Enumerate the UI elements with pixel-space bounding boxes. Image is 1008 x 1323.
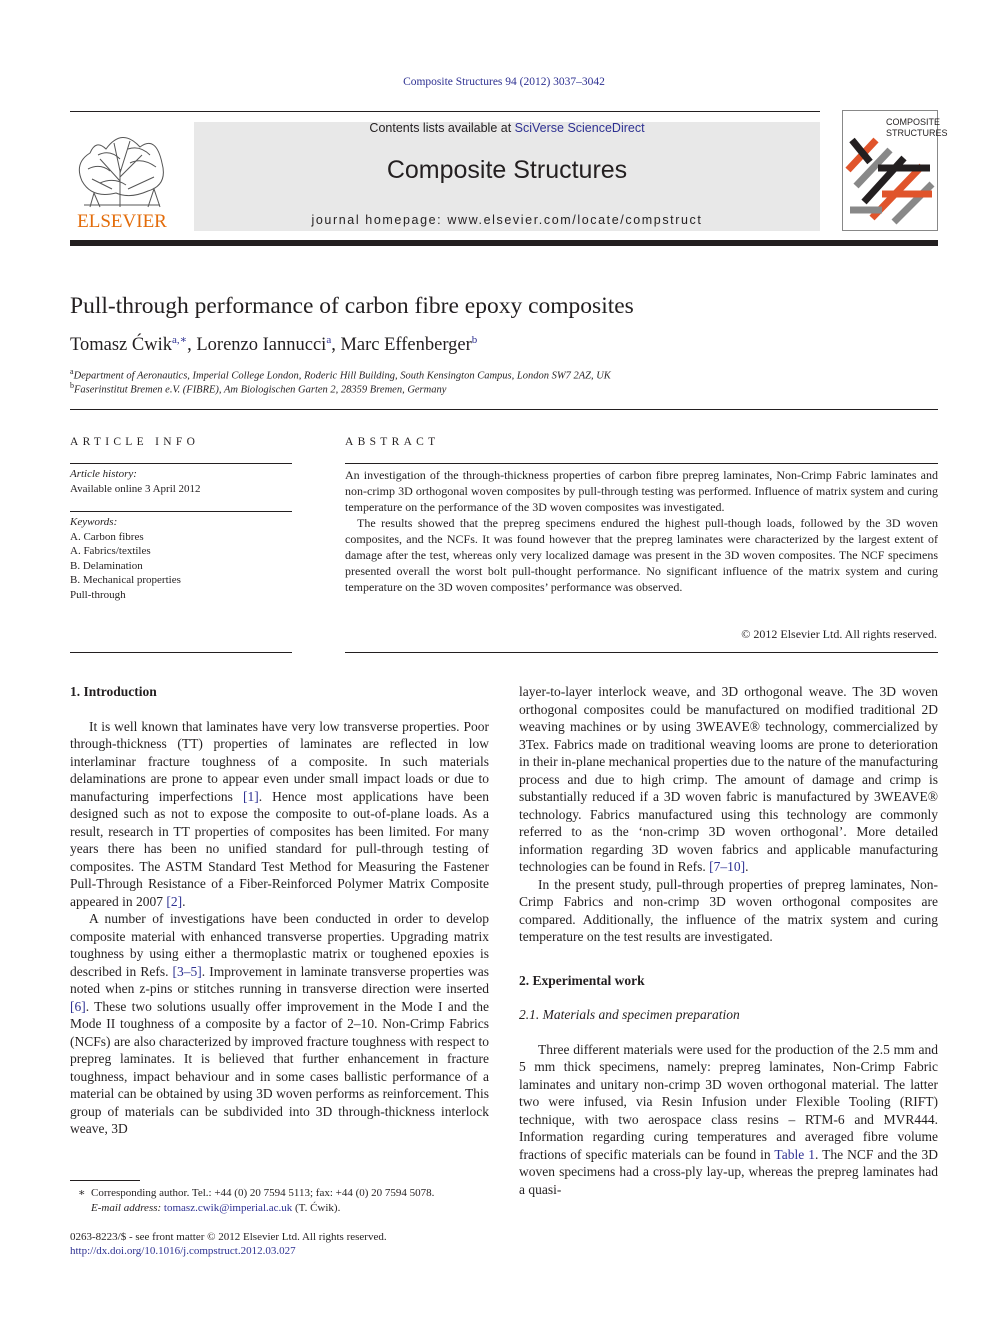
divider xyxy=(70,652,292,653)
divider xyxy=(70,409,938,410)
keywords: Keywords: A. Carbon fibres A. Fabrics/textiles B. Delamination B. Mechanical properties Pull-through xyxy=(70,516,181,601)
email-link[interactable]: tomasz.cwik@imperial.ac.uk xyxy=(163,1202,293,1214)
divider xyxy=(70,463,292,464)
cover-title-2: STRUCTURES xyxy=(886,128,948,138)
affiliation: $^a$Department of Aeronautics, Imperial College London, Roderic Hill Building, South Kensington Campus, London SW7 2AZ, UK xyxy=(70,367,611,382)
footnote-rule xyxy=(70,1180,140,1181)
divider xyxy=(345,463,938,464)
keyword: B. Delamination xyxy=(70,559,143,572)
ref-link[interactable]: [6] xyxy=(70,998,86,1014)
right-column xyxy=(519,683,938,1198)
doi-link[interactable]: http://dx.doi.org/10.1016/j.compstruct.2012.03.027 xyxy=(70,1245,296,1257)
copyright: © 2012 Elsevier Ltd. All rights reserved. xyxy=(741,627,937,641)
left-column xyxy=(70,683,489,1138)
elsevier-wordmark: ELSEVIER xyxy=(77,211,167,232)
abstract-text: An investigation of the through-thickness properties of carbon fibre prepreg laminates, Non-Crimp Fabric laminates and non-crimp 3D orthogonal woven composites by pull-through testing was performed. Influence of matrix system and curing temperature on the performance of the 3D woven composites was investigated. The results showed that the prepreg specimens endured the highest pull-though loads, followed by the 3D woven composites, and the NCFs. It was found however that the prepreg laminates were characterized by the largest extent of damage after the test, whereas only very localized damage was present in the 3D woven composites. The NCF specimens presented overall the worst bolt pull-thought performance. No significant influence of the matrix system and curing temperature on the 3D woven composites’ performance was observed. xyxy=(345,468,938,594)
author-affil-link[interactable]: a xyxy=(326,334,332,346)
table-link[interactable]: Table 1 xyxy=(774,1146,815,1162)
paragraph: A number of investigations have been conducted in order to develop composite material with enhanced transverse properties. Upgrading matrix toughness by using either a thermoplastic matrix or toughened epoxies is described in Refs. [3–5]. Improvement in laminate transverse properties was noted when z-pins or stitches running in transverse direction were inserted [6]. These two solutions usually offer improvement in the Mode I and the Mode II toughness of a composite by a factor of 2–10. Non-Crimp Fabrics (NCFs) are also characterized by improved fracture toughness with respect to prepreg laminates. It is believed that further enhancement in fracture toughness, impact behaviour and in some cases ballistic performance of a material can be obtained by using 3D woven performs as reinforcement. This group of materials can be subdivided into 3D through-thickness interlock weave, 3D xyxy=(70,911,489,1136)
paragraph: Three different materials were used for the production of the 2.5 mm and 5 mm thick specimens, namely: prepreg laminates, Non-Crimp Fabric laminates and unitary non-crimp 3D woven orthogonal material. The latter two were infused, via Resin Infusion under Flexible Tooling (RIFT) technique, with two aerospace class resins – RTM-6 and MVR444. Information regarding curing temperatures and averaged fibre volume fractions of specific materials can be found in Table 1. The NCF and the 3D woven specimens had a cross-ply lay-up, whereas the prepreg laminates had a quasi- xyxy=(519,1041,938,1197)
author-name: Marc Effenberger xyxy=(340,335,472,356)
journal-cover xyxy=(842,110,948,231)
author-name: Tomasz Ćwik xyxy=(70,335,172,356)
article-title: Pull-through performance of carbon fibre epoxy composites xyxy=(70,293,634,319)
ref-link[interactable]: [1] xyxy=(242,788,259,804)
author-affil-link[interactable]: b xyxy=(471,334,478,346)
divider xyxy=(345,652,938,653)
issn-line: 0263-8223/$ - see front matter © 2012 Elsevier Ltd. All rights reserved. xyxy=(70,1231,387,1243)
contents-line: Contents lists available at SciVerse ScienceDirect xyxy=(369,121,645,135)
ref-link[interactable]: [3–5] xyxy=(172,963,202,979)
article-info-heading: ARTICLE INFO xyxy=(70,436,200,448)
sciencedirect-link[interactable]: SciVerse ScienceDirect xyxy=(514,121,645,135)
ref-link[interactable]: [7–10] xyxy=(709,859,746,874)
paragraph: layer-to-layer interlock weave, and 3D orthogonal weave. The 3D woven orthogonal composites could be manufactured on modified traditional 2D weaving machines or by using 3WEAVE® technology, commercialized by 3Tex. Fabrics made on traditional weaving looms are prone to deterioration in their in-plane mechanical properties due to the nature of the manufacturing process and due to high crimp. The amount of damage and crimp is substantially reduced if a 3D woven fabric is manufactured by 3WEAVE® technology. Fabrics manufactured using this technology are commonly referred to as the ‘non-crimp 3D woven orthogonal’. More detailed information regarding 3D woven fabrics and applicable manufacturing technologies can be found in Refs. [7–10]. xyxy=(519,684,938,874)
header-rule xyxy=(70,111,820,112)
section-heading: 1. Introduction xyxy=(70,684,157,699)
paragraph: It is well known that laminates have very low transverse properties. Poor through-thickness (TT) properties of laminates are reflected in low interlaminar fracture toughness of a composite. In such materials delaminations are prone to appear even under small impact loads or due to manufacturing imperfections [1]. Hence most applications have been designed such as not to expose the composite to out-of-plane loads. As a result, research in TT properties of composites has been limited. For many years there has been no unified standard for pull-through testing of composites. The ASTM Standard Test Method for Measuring the Fastener Pull-Through Resistance of a Fiber-Reinforced Polymer Matrix Composite appeared in 2007 [2]. xyxy=(70,718,489,909)
ref-link[interactable]: [2] xyxy=(166,893,183,909)
keyword: B. Mechanical properties xyxy=(70,574,181,586)
journal-homepage[interactable]: journal homepage: www.elsevier.com/locate/compstruct xyxy=(311,213,703,227)
journal-citation[interactable]: Composite Structures 94 (2012) 3037–3042 xyxy=(403,76,605,88)
section-heading: 2. Experimental work xyxy=(519,972,645,988)
keyword: A. Fabrics/textiles xyxy=(70,545,151,557)
author-name: Lorenzo Iannucci xyxy=(196,335,327,356)
affiliation: $^b$Faserinstitut Bremen e.V. (FIBRE), Am Biologischen Garten 2, 28359 Bremen, Germany xyxy=(70,381,447,396)
abstract-heading: ABSTRACT xyxy=(345,436,440,448)
elsevier-logo xyxy=(70,119,174,231)
keyword: A. Carbon fibres xyxy=(70,530,144,543)
article-history: Article history: Available online 3 April 2012 xyxy=(70,468,201,495)
author-list: Tomasz Ćwik$^{a,∗}$, Lorenzo Iannucci$^a$, Marc Effenberger$^b$ xyxy=(70,334,478,356)
keyword: Pull-through xyxy=(70,588,126,601)
paragraph: In the present study, pull-through properties of prepreg laminates, Non-Crimp Fabrics and non-crimp 3D woven orthogonal composites are compared. Additionally, the influence of the matrix system and curing temperature on the test results are investigated. xyxy=(519,876,938,944)
corresponding-footnote: ∗ Corresponding author. Tel.: +44 (0) 20 7594 5113; fax: +44 (0) 20 7594 5078. E-mail address: tomasz.cwik@imperial.ac.uk (T. Ćwik). xyxy=(78,1187,435,1214)
header-thick-rule xyxy=(70,240,938,246)
cover-title-1: COMPOSITE xyxy=(886,117,941,127)
journal-title: Composite Structures xyxy=(386,156,628,184)
author-affil-link[interactable]: a,∗ xyxy=(172,334,188,346)
divider xyxy=(70,511,292,512)
subsection-heading: 2.1. Materials and specimen preparation xyxy=(519,1007,740,1022)
